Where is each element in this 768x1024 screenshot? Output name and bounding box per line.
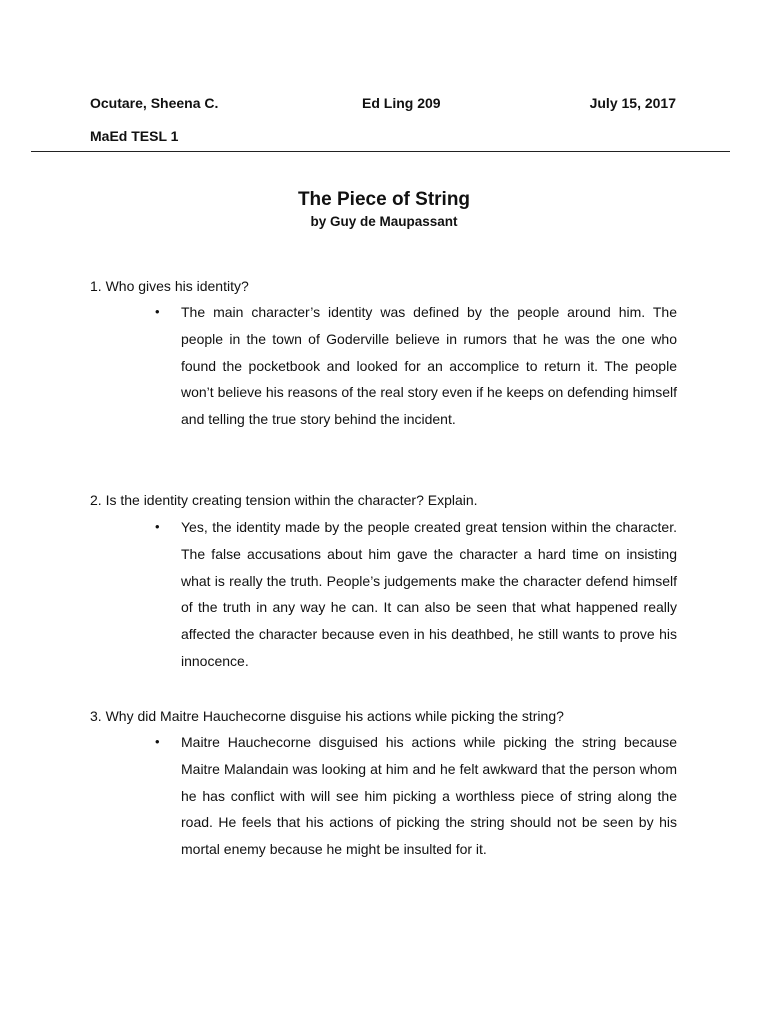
answer-3: Maitre Hauchecorne disguised his actions while picking the string because Maitre Malandain was looking at him and he felt awkward that the person whom he has conflict with will see him picking a worthless piece of string along the road. He feels that his actions of picking the string should not be seen by his mortal enemy because he might be insulted for it. [181,734,677,858]
document-title: The Piece of String [297,189,471,210]
answer-2: Yes, the identity made by the people created great tension within the character. The false accusations about him gave the character a hard time on insisting what is really the truth. People’s judgements make the character defend himself of the truth in any way he can. It can also be seen that what happened really affected the character because even in his deathbed, he still wants to prove his innocence. [181,519,677,669]
author-name: Ocutare, Sheena C. [90,95,219,111]
bullet-icon: • [155,519,160,534]
course-code: Ed Ling 209 [362,95,441,111]
header-divider [31,151,730,152]
title-block [0,188,768,231]
bullet-icon: • [155,734,160,749]
document-date: July 15, 2017 [589,95,676,111]
question-2: 2. Is the identity creating tension within the character? Explain. [90,492,478,508]
document-byline: by Guy de Maupassant [310,214,458,229]
question-3: 3. Why did Maitre Hauchecorne disguise his actions while picking the string? [90,708,564,724]
question-1: 1. Who gives his identity? [90,278,249,294]
answer-1: The main character’s identity was defined by the people around him. The people in the town of Goderville believe in rumors that he was the one who found the pocketbook and looked for an accomplice to return it. The people won’t believe his reasons of the real story even if he keeps on defending himself and telling the true story behind the incident. [181,304,677,428]
bullet-icon: • [155,304,160,319]
program-name: MaEd TESL 1 [90,128,179,144]
